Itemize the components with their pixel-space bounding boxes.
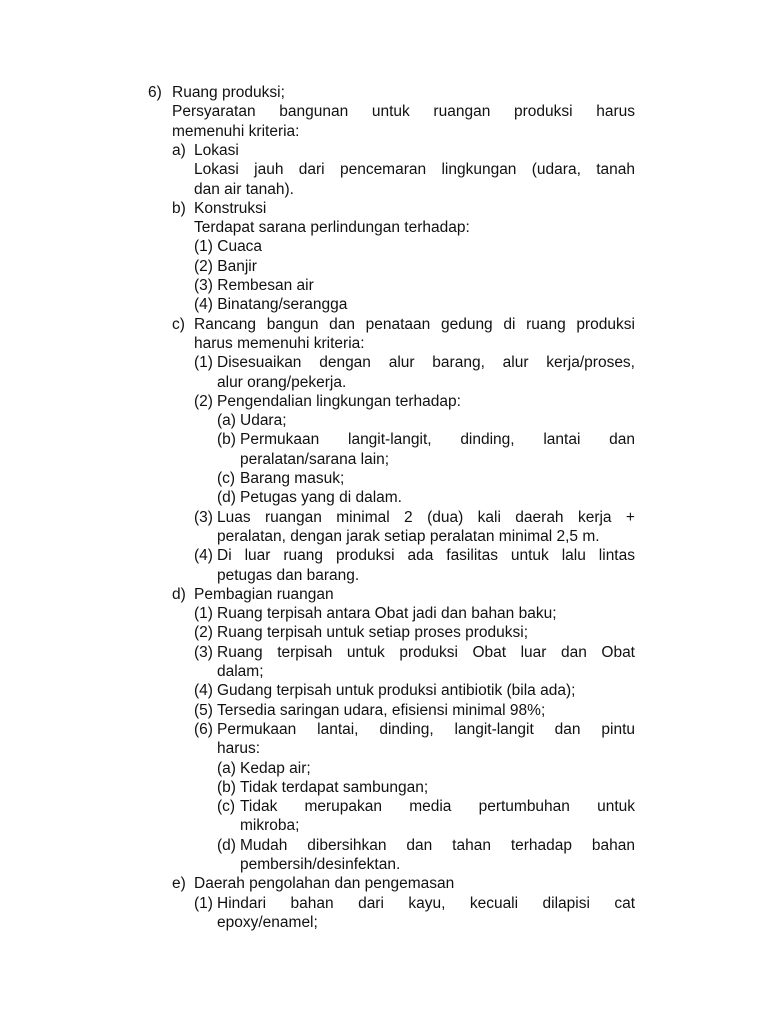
- list-marker: (1): [194, 605, 213, 623]
- text-line: [0, 527, 768, 546]
- list-marker: (1): [194, 894, 213, 912]
- line-text: peralatan/sarana lain;: [240, 450, 390, 468]
- line-text: Pembagian ruangan: [194, 585, 334, 603]
- line-text: Udara;: [240, 412, 287, 430]
- text-line: [0, 546, 768, 565]
- text-line: [0, 913, 768, 932]
- line-text: harus:: [217, 740, 261, 758]
- line-text: Permukaan lantai, dinding, langit-langit dan pintu: [217, 720, 635, 738]
- list-marker: (6): [194, 720, 213, 738]
- text-line: [0, 836, 768, 855]
- line-text: Barang masuk;: [240, 470, 345, 487]
- line-text: Luas ruangan minimal 2 (dua) kali daerah kerja +: [217, 508, 635, 526]
- line-text: alur orang/pekerja.: [217, 373, 347, 391]
- list-marker: (b): [217, 431, 236, 449]
- list-marker: (3): [194, 508, 213, 526]
- text-line: [0, 218, 768, 237]
- line-text: epoxy/enamel;: [217, 913, 318, 931]
- line-text: (2) Banjir: [194, 257, 257, 275]
- text-line: [0, 894, 768, 913]
- list-marker: (3): [194, 643, 213, 661]
- text-line: [0, 122, 768, 141]
- text-line: [0, 334, 768, 353]
- line-text: peralatan, dengan jarak setiap peralatan minimal 2,5 m.: [217, 527, 600, 545]
- list-marker: 6): [148, 84, 162, 101]
- line-text: Rancang bangun dan penataan gedung di ruang produksi: [194, 315, 635, 333]
- line-text: mikroba;: [240, 817, 300, 835]
- line-text: Kedap air;: [240, 759, 311, 777]
- list-marker: (4): [194, 547, 213, 565]
- line-text: dalam;: [217, 663, 264, 680]
- text-line: [0, 566, 768, 585]
- line-text: memenuhi kriteria:: [172, 122, 300, 140]
- line-text: Mudah dibersihkan dan tahan terhadap bahan: [240, 836, 635, 854]
- line-text: Tersedia saringan udara, efisiensi minimal 98%;: [217, 701, 546, 719]
- text-line: [0, 237, 768, 256]
- line-text: Daerah pengolahan dan pengemasan: [194, 875, 455, 893]
- text-line: [0, 315, 768, 334]
- line-text: Tidak terdapat sambungan;: [240, 778, 429, 796]
- list-marker: (c): [217, 798, 236, 816]
- list-marker: (5): [194, 701, 213, 719]
- text-line: [0, 469, 768, 488]
- line-text: Tidak merupakan media pertumbuhan untuk: [240, 798, 635, 816]
- line-text: Pengendalian lingkungan terhadap:: [217, 392, 461, 410]
- text-line: [0, 199, 768, 218]
- text-line: [0, 411, 768, 430]
- list-marker: (1): [194, 354, 213, 372]
- line-text: Lokasi: [194, 141, 239, 159]
- list-marker: (a): [217, 759, 236, 777]
- text-line: [0, 662, 768, 681]
- line-text: pembersih/desinfektan.: [240, 856, 401, 873]
- list-marker: (2): [194, 392, 213, 410]
- text-line: [0, 180, 768, 199]
- text-line: [0, 855, 768, 874]
- line-text: Konstruksi: [194, 199, 267, 217]
- list-marker: (d): [217, 489, 236, 507]
- text-line: [0, 585, 768, 604]
- line-text: Ruang terpisah antara Obat jadi dan bahan baku;: [217, 605, 557, 623]
- text-line: [0, 623, 768, 642]
- text-line: [0, 450, 768, 469]
- text-line: [0, 83, 768, 102]
- list-marker: (4): [194, 682, 213, 700]
- text-line: [0, 160, 768, 179]
- line-text: Ruang terpisah untuk produksi Obat luar dan Obat: [217, 643, 635, 661]
- text-line: [0, 874, 768, 893]
- text-line: [0, 797, 768, 816]
- text-line: [0, 392, 768, 411]
- line-text: Gudang terpisah untuk produksi antibiotik (bila ada);: [217, 682, 576, 700]
- line-text: Di luar ruang produksi ada fasilitas untuk lalu lintas: [217, 547, 635, 565]
- line-text: (1) Cuaca: [194, 238, 263, 256]
- line-text: Ruang produksi;: [172, 84, 285, 101]
- line-text: dan air tanah).: [194, 180, 294, 198]
- list-marker: (b): [217, 778, 236, 796]
- text-line: [0, 816, 768, 835]
- list-marker: (c): [217, 470, 236, 487]
- text-line: [0, 508, 768, 527]
- text-line: [0, 720, 768, 739]
- line-text: Lokasi jauh dari pencemaran lingkungan (udara, tanah: [194, 161, 635, 179]
- list-marker: d): [172, 585, 186, 603]
- text-line: [0, 373, 768, 392]
- line-text: Persyaratan bangunan untuk ruangan produksi harus: [172, 103, 635, 121]
- text-line: [0, 681, 768, 700]
- line-text: Petugas yang di dalam.: [240, 489, 402, 507]
- list-marker: b): [172, 199, 186, 217]
- text-line: [0, 643, 768, 662]
- line-text: (3) Rembesan air: [194, 277, 314, 294]
- text-line: [0, 739, 768, 758]
- text-line: [0, 141, 768, 160]
- line-text: Permukaan langit-langit, dinding, lantai dan: [240, 431, 635, 449]
- text-line: [0, 701, 768, 720]
- line-text: Terdapat sarana perlindungan terhadap:: [194, 219, 470, 237]
- text-line: [0, 276, 768, 295]
- text-line: [0, 759, 768, 778]
- list-marker: a): [172, 141, 186, 159]
- text-line: [0, 488, 768, 507]
- text-line: [0, 778, 768, 797]
- line-text: (4) Binatang/serangga: [194, 296, 348, 314]
- text-line: [0, 353, 768, 372]
- text-line: [0, 102, 768, 121]
- list-marker: c): [172, 315, 185, 333]
- line-text: Ruang terpisah untuk setiap proses produksi;: [217, 624, 529, 642]
- list-marker: e): [172, 875, 186, 893]
- line-text: Disesuaikan dengan alur barang, alur kerja/proses,: [217, 354, 635, 372]
- text-line: [0, 604, 768, 623]
- list-marker: (d): [217, 836, 236, 854]
- text-line: [0, 295, 768, 314]
- list-marker: (2): [194, 624, 213, 642]
- line-text: Hindari bahan dari kayu, kecuali dilapisi cat: [217, 894, 635, 912]
- list-marker: (a): [217, 412, 236, 430]
- line-text: harus memenuhi kriteria:: [194, 334, 365, 352]
- text-line: [0, 430, 768, 449]
- text-line: [0, 257, 768, 276]
- line-text: petugas dan barang.: [217, 566, 360, 584]
